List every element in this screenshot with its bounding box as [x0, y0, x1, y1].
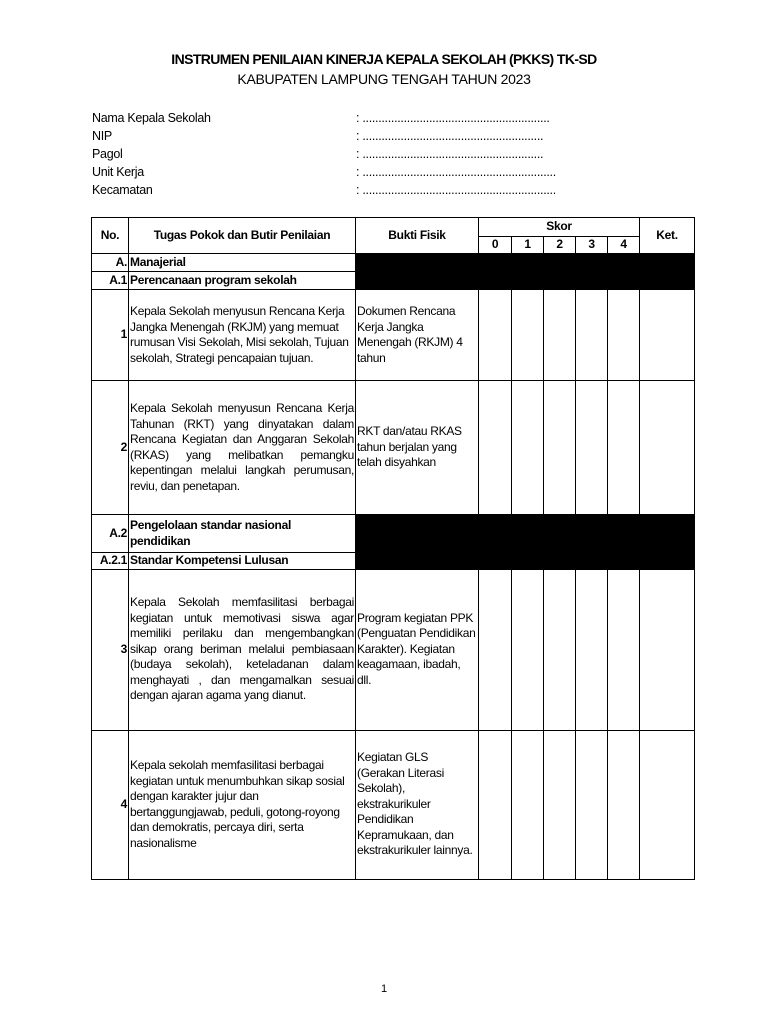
header-note: Ket.: [640, 218, 695, 254]
header-task: Tugas Pokok dan Butir Penilaian: [129, 218, 356, 254]
section-row-a: [92, 254, 695, 272]
score-cell-2[interactable]: [544, 730, 576, 879]
assessment-table: [91, 217, 695, 880]
item-number: 3: [92, 569, 129, 730]
table-header-row: [92, 218, 695, 237]
item-evidence: RKT dan/atau RKAS tahun berjalan yang telah disyahkan: [356, 381, 479, 515]
note-cell[interactable]: [640, 569, 695, 730]
identity-label: Nama Kepala Sekolah: [92, 111, 211, 125]
item-number: 4: [92, 730, 129, 879]
score-cell-1[interactable]: [512, 730, 544, 879]
score-cell-1[interactable]: [512, 290, 544, 381]
score-cell-2[interactable]: [544, 290, 576, 381]
table-row: [92, 569, 695, 730]
score-cell-3[interactable]: [576, 290, 608, 381]
item-task: Kepala sekolah memfasilitasi berbagai kegiatan untuk menumbuhkan sikap sosial dengan karakter jujur dan bertanggungjawab, peduli, gotong-royong dan demokratis, percaya diri, serta nasionalisme: [129, 730, 356, 879]
item-evidence: Dokumen Rencana Kerja Jangka Menengah (RKJM) 4 tahun: [356, 290, 479, 381]
score-cell-4[interactable]: [608, 730, 640, 879]
score-cell-4[interactable]: [608, 290, 640, 381]
section-shaded-area: [356, 515, 695, 570]
score-header-2: 2: [544, 237, 576, 254]
item-evidence: Program kegiatan PPK (Penguatan Pendidikan Karakter). Kegiatan keagamaan, ibadah, dll.: [356, 569, 479, 730]
item-evidence: Kegiatan GLS (Gerakan Literasi Sekolah), ekstrakurikuler Pendidikan Kepramukaan, dan ekstrakurikuler lainnya.: [356, 730, 479, 879]
score-cell-1[interactable]: [512, 381, 544, 515]
identity-label: NIP: [92, 129, 112, 143]
score-cell-4[interactable]: [608, 569, 640, 730]
section-number: A.1: [92, 272, 129, 290]
score-cell-0[interactable]: [479, 290, 512, 381]
table-row: [92, 290, 695, 381]
section-label: Standar Kompetensi Lulusan: [129, 553, 356, 570]
identity-label: Kecamatan: [92, 183, 153, 197]
section-number: A.2: [92, 515, 129, 553]
identity-row-nip: [92, 127, 632, 145]
score-cell-0[interactable]: [479, 569, 512, 730]
note-cell[interactable]: [640, 730, 695, 879]
section-label: Pengelolaan standar nasional pendidikan: [129, 515, 356, 553]
score-header-1: 1: [512, 237, 544, 254]
score-header-3: 3: [576, 237, 608, 254]
item-task: Kepala Sekolah menyusun Rencana Kerja Jangka Menengah (RKJM) yang memuat rumusan Visi Sekolah, Misi sekolah, Tujuan sekolah, Strategi pencapaian tujuan.: [129, 290, 356, 381]
section-number: A.: [92, 254, 129, 272]
section-label: Perencanaan program sekolah: [129, 272, 356, 290]
score-cell-2[interactable]: [544, 569, 576, 730]
identity-block: [92, 109, 632, 199]
item-task: Kepala Sekolah memfasilitasi berbagai kegiatan untuk memotivasi siswa agar memiliki perilaku dan mengembangkan sikap orang beriman melalui pembiasaan (budaya sekolah), keteladanan dalam menghayati , dan mengamalkan sesuai dengan ajaran agama yang dianut.: [129, 569, 356, 730]
score-header-4: 4: [608, 237, 640, 254]
score-cell-3[interactable]: [576, 730, 608, 879]
note-cell[interactable]: [640, 381, 695, 515]
score-cell-4[interactable]: [608, 381, 640, 515]
identity-label: Unit Kerja: [92, 165, 144, 179]
header-score: Skor: [479, 218, 640, 237]
table-row: [92, 381, 695, 515]
page-number: 1: [380, 983, 388, 995]
item-number: 2: [92, 381, 129, 515]
identity-value: : .............................................................: [356, 165, 556, 179]
identity-value: : ...........................................................: [356, 111, 550, 125]
section-label: Manajerial: [129, 254, 356, 272]
header-no: No.: [92, 218, 129, 254]
header-evidence: Bukti Fisik: [356, 218, 479, 254]
section-number: A.2.1: [92, 553, 129, 570]
score-cell-0[interactable]: [479, 730, 512, 879]
score-cell-1[interactable]: [512, 569, 544, 730]
document-title: INSTRUMEN PENILAIAN KINERJA KEPALA SEKOLAH (PKKS) TK-SD: [171, 51, 597, 67]
score-cell-0[interactable]: [479, 381, 512, 515]
score-cell-2[interactable]: [544, 381, 576, 515]
score-header-0: 0: [479, 237, 512, 254]
item-task: Kepala Sekolah menyusun Rencana Kerja Tahunan (RKT) yang dinyatakan dalam Rencana Kegiatan dan Anggaran Sekolah (RKAS) yang melibatkan pemangku kepentingan melalui langkah perumusan, reviu, dan penetapan.: [129, 381, 356, 515]
score-cell-3[interactable]: [576, 381, 608, 515]
identity-value: : .........................................................: [356, 129, 544, 143]
section-row-a2: [92, 515, 695, 553]
item-number: 1: [92, 290, 129, 381]
note-cell[interactable]: [640, 290, 695, 381]
identity-value: : .........................................................: [356, 147, 544, 161]
identity-label: Pagol: [92, 147, 123, 161]
identity-row-pagol: [92, 145, 632, 163]
table-row: [92, 730, 695, 879]
identity-row-work-unit: [92, 163, 632, 181]
document-subtitle: KABUPATEN LAMPUNG TENGAH TAHUN 2023: [237, 71, 531, 87]
identity-value: : .............................................................: [356, 183, 556, 197]
section-shaded-area: [356, 254, 695, 290]
identity-row-district: [92, 181, 632, 199]
identity-row-principal-name: [92, 109, 632, 127]
score-cell-3[interactable]: [576, 569, 608, 730]
